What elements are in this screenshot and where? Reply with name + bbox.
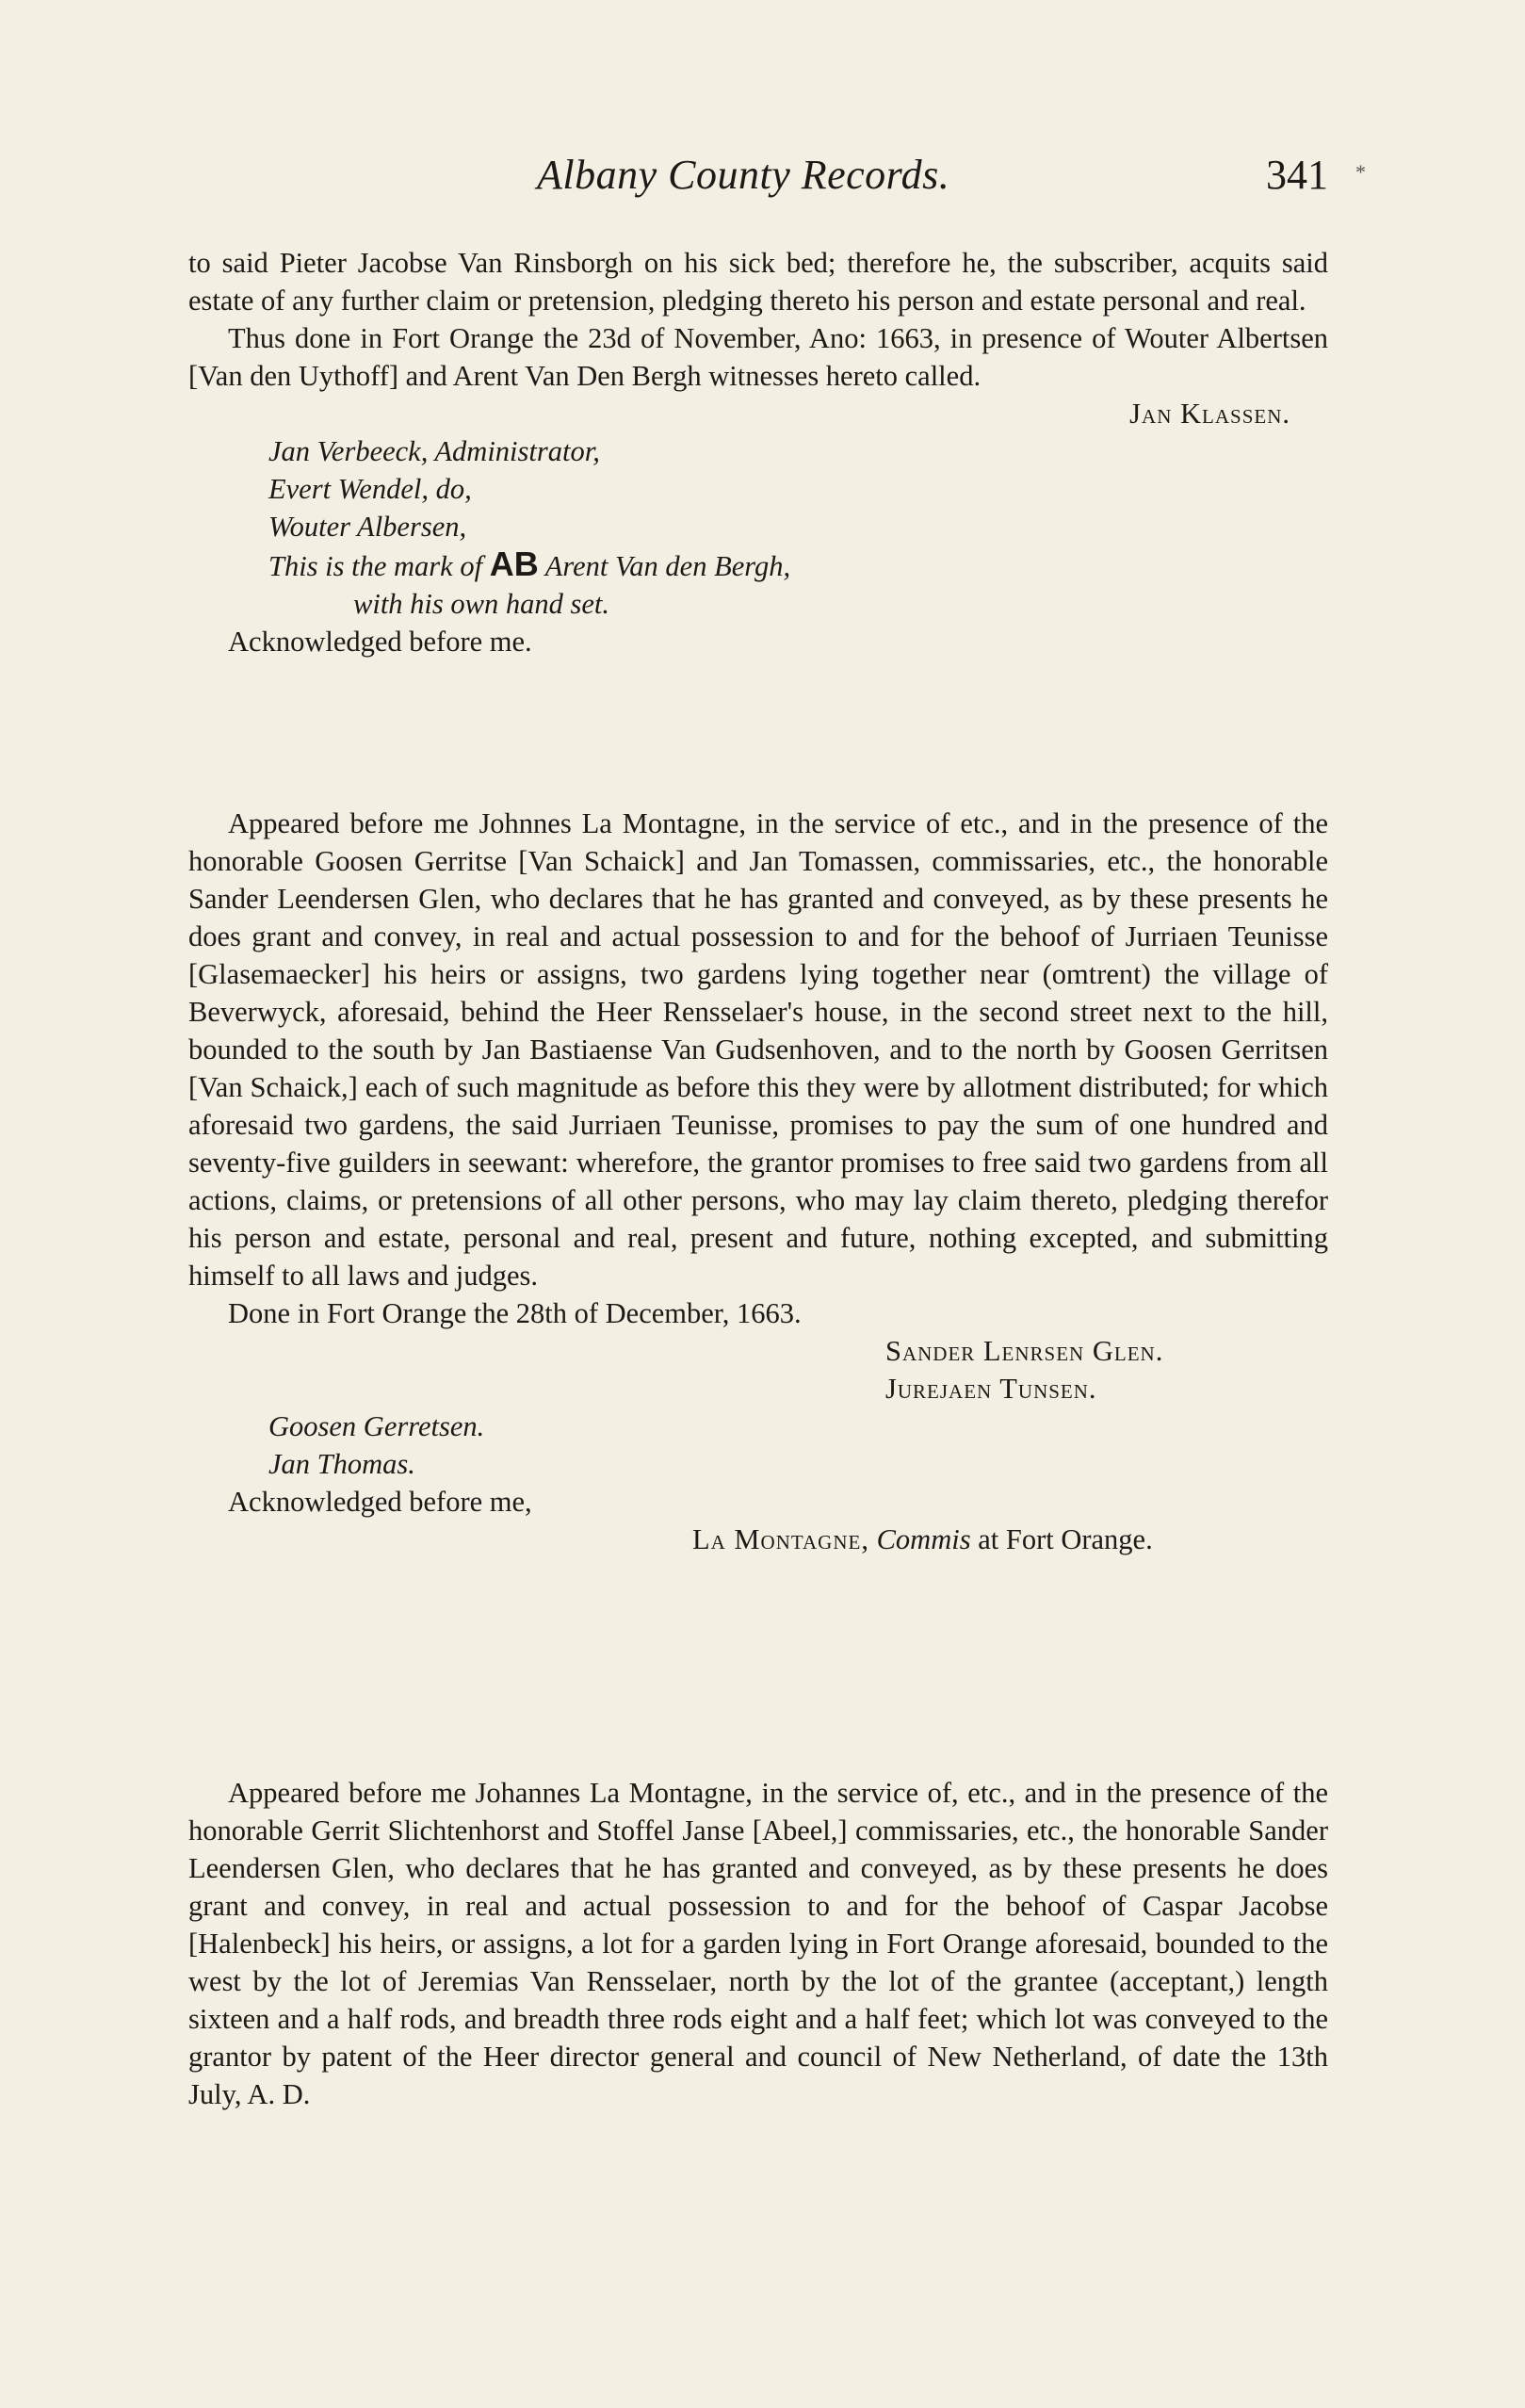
paragraph: to said Pieter Jacobse Van Rinsborgh on his sick bed; therefore he, the subscriber, acquits said estate of any further claim or pretension, pledging thereto his person and estate personal and real. [188, 247, 1328, 317]
witness-line: Jan Thomas. [268, 1448, 415, 1480]
mark-note: with his own hand set. [353, 588, 609, 620]
signature: Jan Klassen. [1129, 398, 1290, 430]
page-header [188, 151, 1366, 207]
signature: Jurejaen Tunsen. [885, 1373, 1097, 1405]
mark-prefix: This is the mark of [268, 550, 483, 582]
section-1 [188, 244, 1328, 660]
commis-title: Commis [876, 1523, 971, 1555]
section-3 [188, 1774, 1328, 2113]
acknowledged: Acknowledged before me. [228, 626, 532, 658]
paragraph: Thus done in Fort Orange the 23d of November, Ano: 1663, in presence of Wouter Albertsen [Van den Uythoff] and Arent Van Den Bergh witnesses hereto called. [188, 322, 1328, 392]
paragraph: Done in Fort Orange the 28th of December, 1663. [228, 1297, 802, 1329]
star-mark: * [1355, 160, 1366, 184]
running-title: Albany County Records. [537, 152, 950, 198]
commis-line [692, 1521, 1328, 1558]
paragraph: Appeared before me Johnnes La Montagne, in the service of etc., and in the presence of the honorable Goosen Gerritse [Van Schaick] and Jan Tomassen, commissaries, etc., the honorable Sander Leendersen Glen, who declares that he has granted and conveyed, as by these presents he does grant and convey, in real and actual possession to and for the behoof of Jurriaen Teunisse [Glasemaecker] his heirs or assigns, two gardens lying together near (omtrent) the village of Beverwyck, aforesaid, behind the Heer Rensselaer's house, in the second street next to the hill, bounded to the south by Jan Bastiaense Van Gudsenhoven, and to the north by Goosen Gerritsen [Van Schaick,] each of such magnitude as before this they were by allotment distributed; for which aforesaid two gardens, the said Jurriaen Teunisse, promises to pay the sum of one hundred and seventy-five guilders in seewant: wherefore, the grantor promises to free said two gardens from all actions, claims, or pretensions of all other persons, who may lay claim thereto, pledging therefor his person and estate, personal and real, present and future, nothing excepted, and submitting himself to all laws and judges. [188, 807, 1328, 1292]
commis-name: La Montagne, [692, 1523, 869, 1555]
paragraph: Appeared before me Johannes La Montagne, in the service of, etc., and in the presence of the honorable Gerrit Slichtenhorst and Stoffel Janse [Abeel,] commissaries, etc., the honorable Sander Leendersen Glen, who declares that he has granted and conveyed, as by these presents he does grant and convey, in real and actual possession to and for the behoof of Caspar Jacobse [Halenbeck] his heirs, or assigns, a lot for a garden lying in Fort Orange aforesaid, bounded to the west by the lot of Jeremias Van Rensselaer, north by the lot of the grantee (acceptant,) length sixteen and a half rods, and breadth three rods eight and a half feet; which lot was conveyed to the grantor by patent of the Heer director general and council of New Netherland, of date the 13th July, A. D. [188, 1777, 1328, 2110]
section-2 [188, 805, 1328, 1558]
mark-glyph: AB [489, 545, 539, 583]
signature: Sander Lenrsen Glen. [885, 1335, 1164, 1367]
acknowledged: Acknowledged before me, [228, 1486, 532, 1518]
commis-place: at Fort Orange. [978, 1523, 1153, 1555]
witness-line: Wouter Albersen, [268, 511, 467, 543]
mark-suffix: Arent Van den Bergh, [544, 550, 791, 582]
witness-line: Evert Wendel, do, [268, 473, 472, 505]
page-number: 341 [1266, 152, 1328, 198]
witness-line: Jan Verbeeck, Administrator, [268, 435, 600, 467]
mark-line [188, 545, 1328, 585]
witness-line: Goosen Gerretsen. [268, 1410, 485, 1442]
